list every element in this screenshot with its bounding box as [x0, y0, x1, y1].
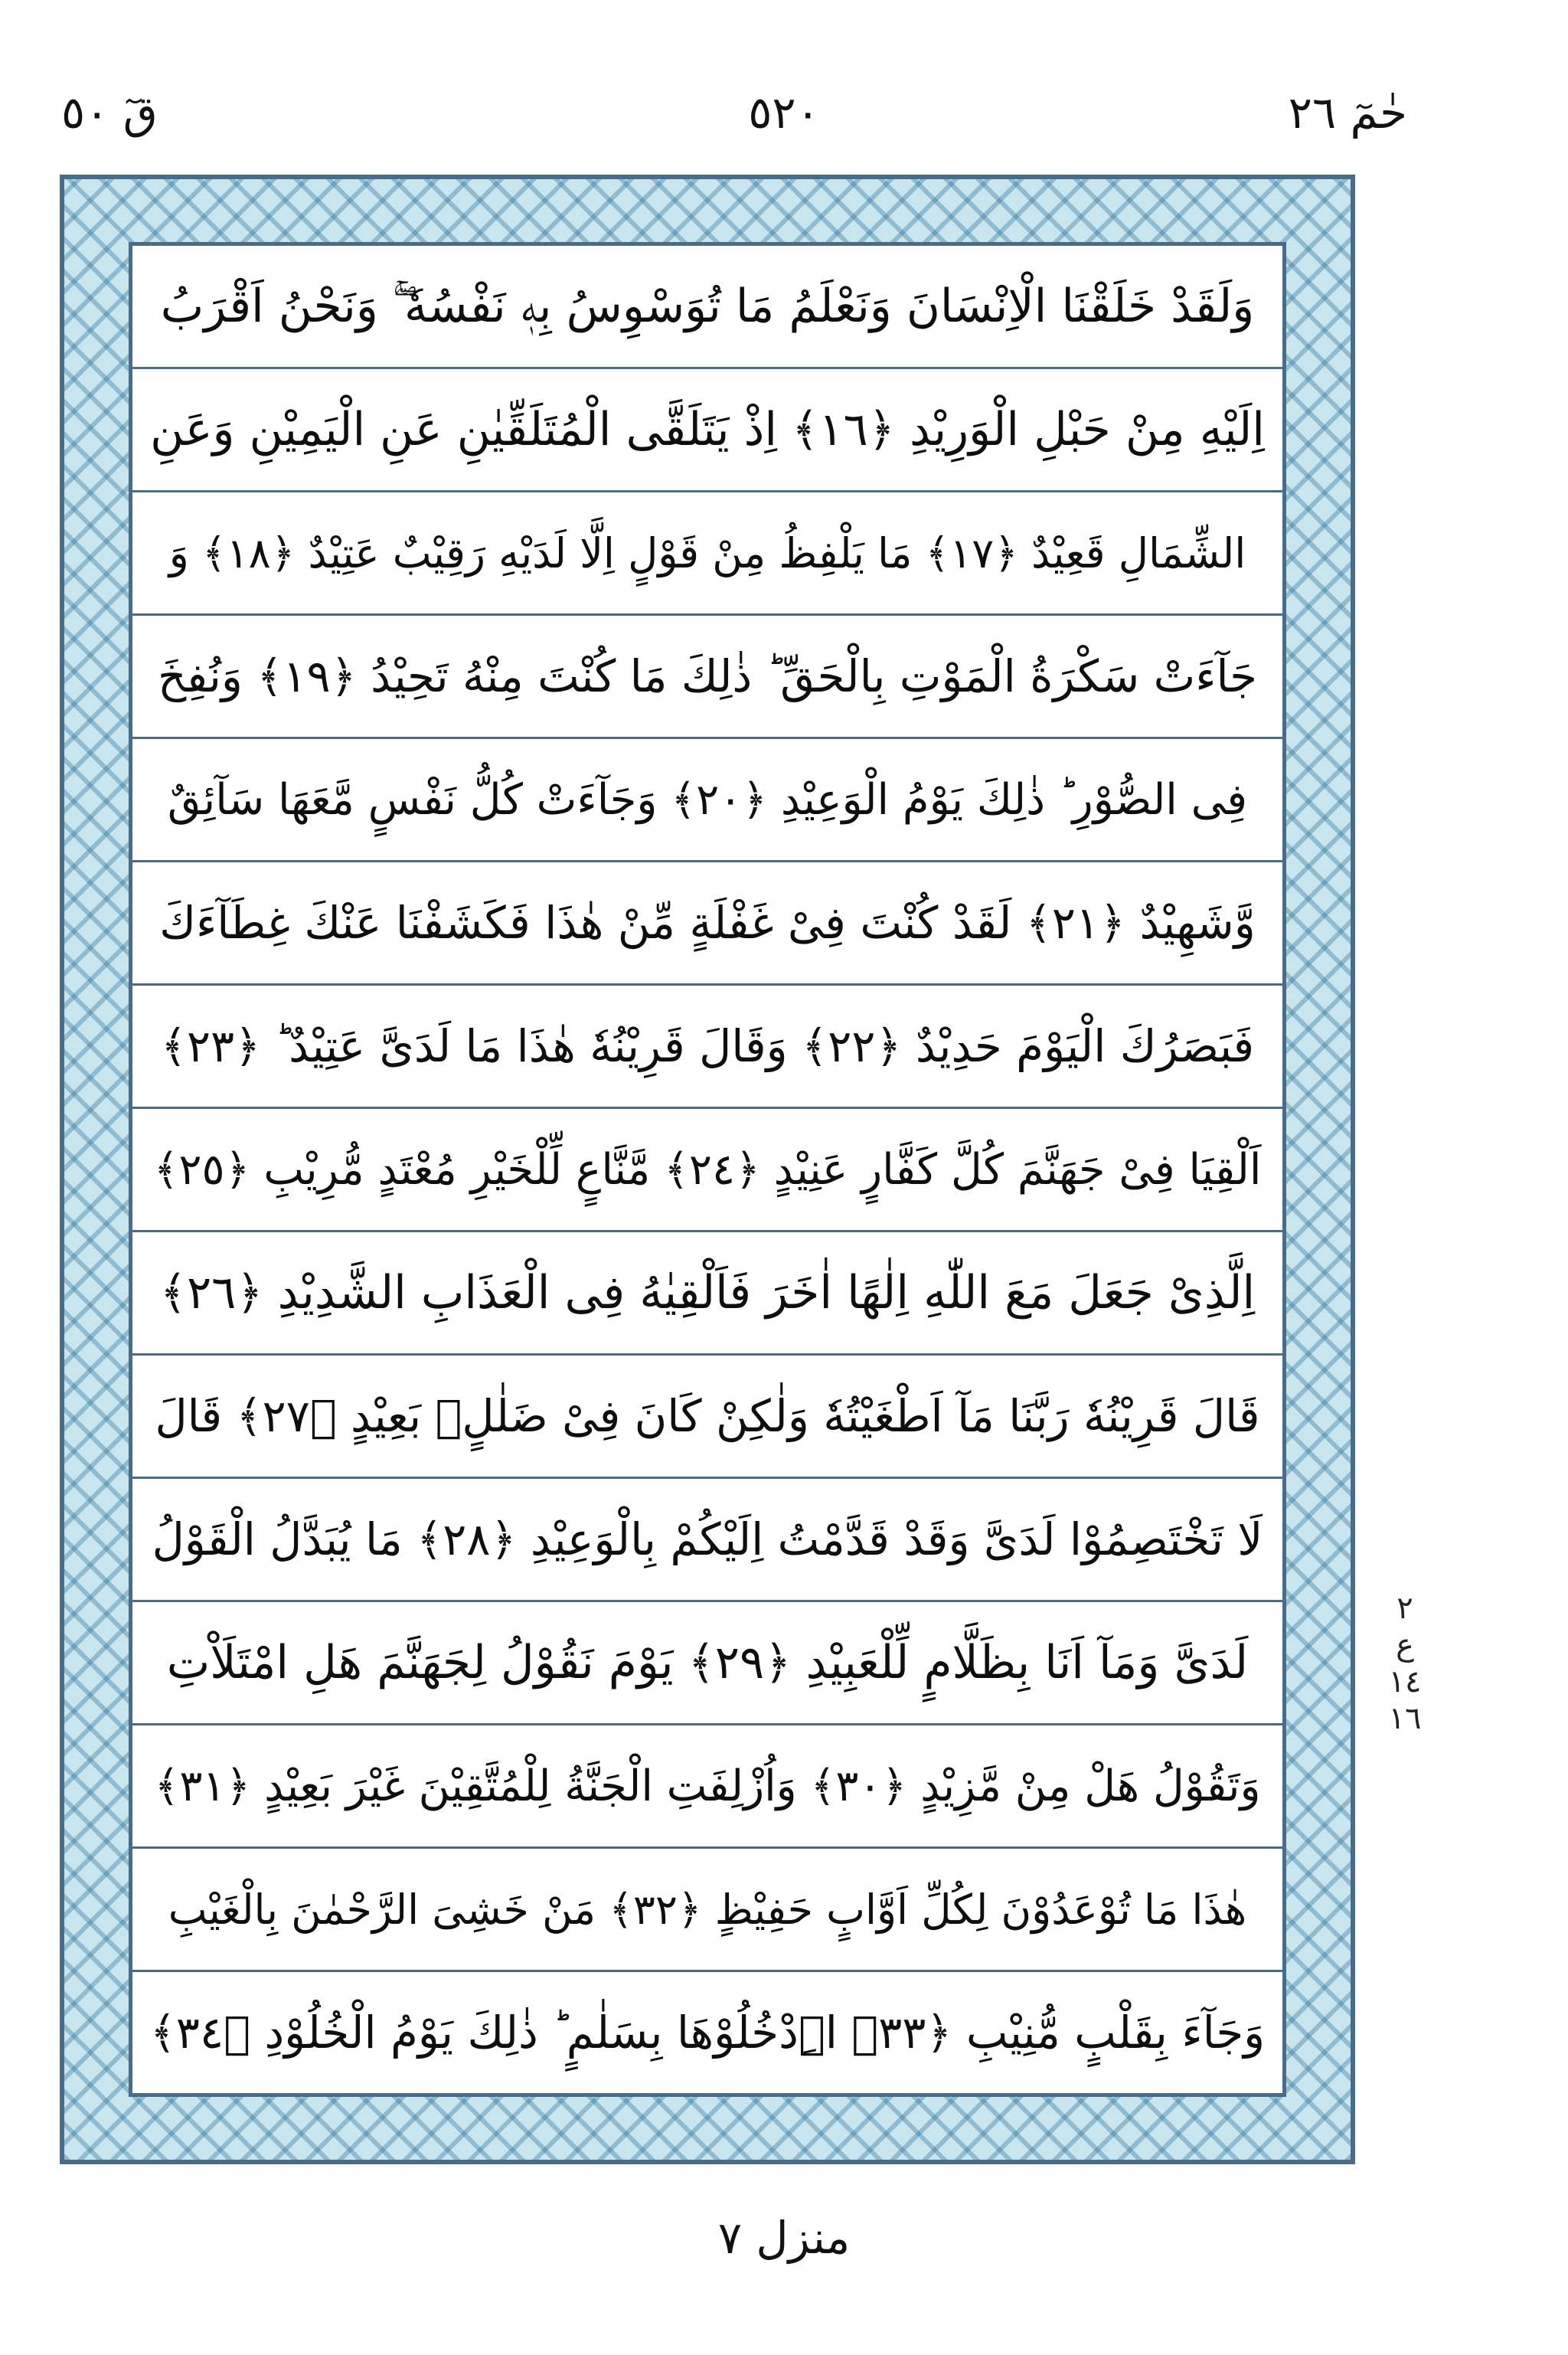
surah-label: قٓ ٥٠: [61, 87, 158, 139]
text-line: [132, 1725, 1282, 1849]
ruku-marker-letter: ع: [1396, 1627, 1414, 1663]
line-text: وَجَآءَ بِقَلْبٍ مُّنِيْبِ ﴿٣٣﴾ اِۨدْخُلُوْهَا بِسَلٰمٍ ؕ ذٰلِكَ يَوْمُ الْخُلُوْدِ ﴿٣٤﴾: [149, 2007, 1266, 2059]
text-panel: [129, 242, 1286, 2097]
text-line: [132, 1972, 1282, 2093]
ruku-marker-number: ٢: [1396, 1591, 1413, 1626]
line-text: وَتَقُوْلُ هَلْ مِنْ مَّزِيْدٍ ﴿٣٠﴾ وَاُزْلِفَتِ الْجَنَّةُ لِلْمُتَّقِيْنَ غَيْرَ بَعِيْدٍ ﴿٣١﴾: [154, 1761, 1261, 1811]
line-text: هٰذَا مَا تُوْعَدُوْنَ لِكُلِّ اَوَّابٍ حَفِيْظٍ ﴿٣٢﴾ مَنْ خَشِىَ الرَّحْمٰنَ بِالْغَيْبِ: [168, 1885, 1247, 1934]
line-text: اَلْقِيَا فِىْ جَهَنَّمَ كُلَّ كَفَّارٍ عَنِيْدٍ ﴿٢٤﴾ مَّنَّاعٍ لِّلْخَيْرِ مُعْتَدٍ مُّرِيْبِ ﴿٢٥﴾: [153, 1144, 1262, 1195]
text-line: [132, 862, 1282, 986]
ruku-marker-verses: ١٤: [1388, 1664, 1422, 1699]
line-text: اِلَيْهِ مِنْ حَبْلِ الْوَرِيْدِ ﴿١٦﴾ اِذْ يَتَلَقَّى الْمُتَلَقِّيٰنِ عَنِ الْيَمِيْنِ وَعَنِ: [150, 403, 1265, 456]
text-line: [132, 492, 1282, 616]
text-line: [132, 986, 1282, 1109]
line-text: قَالَ قَرِيْنُهٗ رَبَّنَا مَآ اَطْغَيْتُهٗ وَلٰكِنْ كَانَ فِىْ ضَلٰلٍۭ بَعِيْدٍ ﴿٢٧﴾ قَالَ: [155, 1390, 1260, 1442]
text-line: [132, 1479, 1282, 1602]
text-line: [132, 1109, 1282, 1232]
ruku-marker: [1378, 1590, 1432, 1737]
line-text: وَلَقَدْ خَلَقْنَا الْاِنْسَانَ وَنَعْلَمُ مَا تُوَسْوِسُ بِهٖ نَفْسُهٗ ۖۚ وَنَحْنُ اَقْرَبُ: [160, 280, 1255, 333]
ornamental-border: [60, 175, 1355, 2164]
text-line: [132, 1849, 1282, 1972]
text-line: [132, 246, 1282, 369]
line-text: جَآءَتْ سَكْرَةُ الْمَوْتِ بِالْحَقِّ ؕ ذٰلِكَ مَا كُنْتَ مِنْهُ تَحِيْدُ ﴿١٩﴾ وَنُفِخَ: [158, 650, 1257, 702]
page-number: ٥٢٠: [748, 87, 820, 139]
juz-label: حٰمٓ ٢٦: [1288, 87, 1407, 139]
text-line: [132, 1602, 1282, 1725]
ruku-marker-count: ١٦: [1388, 1701, 1422, 1736]
line-text: اِلَّذِىْ جَعَلَ مَعَ اللّٰهِ اِلٰهًا اٰخَرَ فَاَلْقِيٰهُ فِى الْعَذَابِ الشَّدِيْدِ ﴿٢٦﴾: [159, 1266, 1256, 1320]
text-line: [132, 739, 1282, 862]
text-line: [132, 1356, 1282, 1479]
line-text: لَا تَخْتَصِمُوْا لَدَىَّ وَقَدْ قَدَّمْتُ اِلَيْكُمْ بِالْوَعِيْدِ ﴿٢٨﴾ مَا يُبَدَّلُ الْقَوْلُ: [152, 1513, 1263, 1565]
line-text: فِى الصُّوْرِ ؕ ذٰلِكَ يَوْمُ الْوَعِيْدِ ﴿٢٠﴾ وَجَآءَتْ كُلُّ نَفْسٍ مَّعَهَا سَآئِقٌ: [167, 774, 1248, 825]
manzil-label: منزل ٧: [717, 2212, 851, 2264]
text-line: [132, 616, 1282, 739]
line-text: لَدَىَّ وَمَآ اَنَا بِظَلَّامٍ لِّلْعَبِيْدِ ﴿٢٩﴾ يَوْمَ نَقُوْلُ لِجَهَنَّمَ هَلِ امْتَلَاْتِ: [166, 1636, 1249, 1689]
line-text: الشِّمَالِ قَعِيْدٌ ﴿١٧﴾ مَا يَلْفِظُ مِنْ قَوْلٍ اِلَّا لَدَيْهِ رَقِيْبٌ عَتِيْدٌ ﴿١٨﴾ وَ: [168, 528, 1246, 577]
text-line: [132, 1232, 1282, 1356]
text-line: [132, 369, 1282, 492]
line-text: فَبَصَرُكَ الْيَوْمَ حَدِيْدٌ ﴿٢٢﴾ وَقَالَ قَرِيْنُهٗ هٰذَا مَا لَدَىَّ عَتِيْدٌ ؕ ﴿٢٣﴾: [160, 1020, 1255, 1072]
line-text: وَّشَهِيْدٌ ﴿٢١﴾ لَقَدْ كُنْتَ فِىْ غَفْلَةٍ مِّنْ هٰذَا فَكَشَفْنَا عَنْكَ غِطَآءَكَ: [159, 897, 1256, 949]
